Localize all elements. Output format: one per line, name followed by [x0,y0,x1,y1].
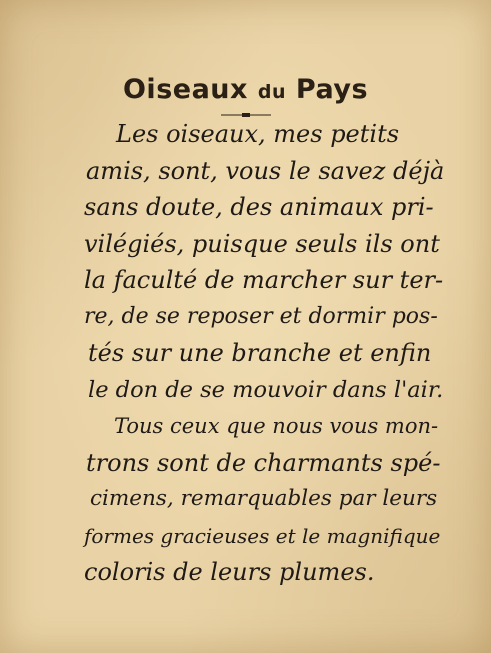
text-line: trons sont de charmants spé- [86,449,441,477]
text-line: cimens, remarquables par leurs [90,486,438,511]
text-line: re, de se reposer et dormir pos- [84,304,438,329]
text-line: formes gracieuses et le magnifique [84,524,441,548]
text-line: vilégiés, puisque seuls ils ont [84,230,440,258]
text-line: coloris de leurs plumes. [84,558,375,586]
text-line: sans doute, des animaux pri- [84,193,434,221]
text-line: la faculté de marcher sur ter- [84,266,444,294]
text-line: amis, sont, vous le savez déjà [86,157,445,185]
title-word-oiseaux: Oiseaux [122,74,248,105]
title-word-pays: Pays [295,74,369,105]
page-title [0,74,491,105]
title-word-du: du [257,81,286,103]
text-line: Les oiseaux, mes petits [116,120,400,148]
text-line: le don de se mouvoir dans l'air. [88,377,444,403]
text-line: tés sur une branche et enfin [88,339,432,367]
text-line: Tous ceux que nous vous mon- [114,414,439,438]
